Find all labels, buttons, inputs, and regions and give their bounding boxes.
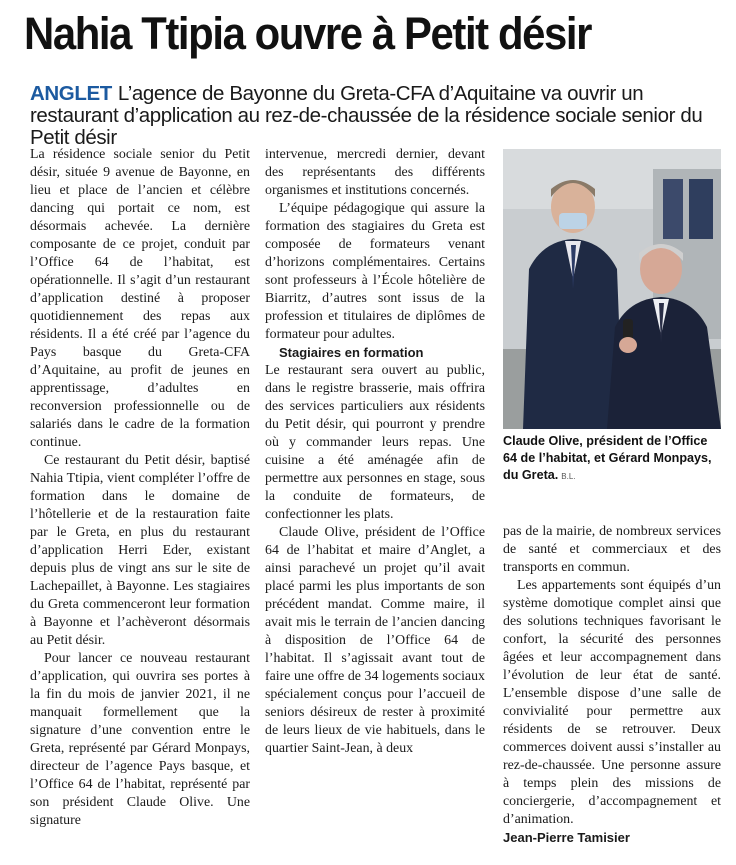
paragraph: pas de la mairie, de nombreux services de santé et commerciaux et des transports en commun. [503,524,721,575]
subheading: Stagiaires en formation [279,345,424,360]
paragraph: Les appartements sont équipés d’un système domotique complet ainsi que des solutions techniques favorisant le confort, la sécurité des personnes âgées et leur accompagnement dans l’évolution de leur état de santé. L’ensemble dispose d’une salle de convivialité pour permettre aux résidents de se retrouver. Deux commerces doivent aussi s’installer au rez-de-chaussée. Une personne assure à temps plein des missions de conciergerie, d’accompagnement et d’animation. [503,578,721,827]
column-3 [503,523,721,847]
paragraph: La résidence sociale senior du Petit désir, située 9 avenue de Bayonne, en lieu et place de l’ancien et célèbre dancing qui portait ce nom, est désormais achevée. La dernière composante de ce projet, conduit par l’Office 64 de l’habitat, est opérationnelle. Il s’agit d’un restaurant d’application destiné à proposer quotidiennement des repas aux résidents. Il a été créé par l’agence du Pays basque du Greta-CFA d’Aquitaine, au profit de jeunes en apprentissage, d’adultes en reconversion professionnelle ou de salariés dans le cadre de la formation continue. [30,147,250,450]
place-label: ANGLET [30,82,112,105]
paragraph: Ce restaurant du Petit désir, baptisé Nahia Ttipia, vient compléter l’offre de formation dans le domaine de l’hôtellerie et de la restauration faite par le Greta, en plus du restaurant d’application Herri Eder, existant depuis plus de vingt ans sur le site de Lachepaillet, à Bayonne. Les stagiaires du Greta commenceront leur formation à Bayonne et l’achèveront désormais au Petit désir. [30,453,250,648]
column-2 [265,146,485,758]
column-1 [30,146,250,830]
paragraph: intervenue, mercredi dernier, devant des représentants des différents organismes et institutions concernés. [265,147,485,198]
photo-illustration [503,149,721,429]
author-signature: Jean-Pierre Tamisier [503,830,630,845]
headline: Nahia Ttipia ouvre à Petit désir [24,8,592,59]
paragraph: Pour lancer ce nouveau restaurant d’application, qui ouvrira ses portes à la fin du mois de janvier 2021, il ne manquait formellement que la signature d’une convention entre le Greta, représenté par Gérard Monpays, directeur de l’agence Pays basque, et l’Office 64 de l’habitat, représenté par son président Claude Olive. Une signature [30,651,250,828]
caption-text: Claude Olive, président de l’Office 64 de l’habitat, et Gérard Monpays, du Greta. [503,434,712,482]
paragraph: Le restaurant sera ouvert au public, dans le registre brasserie, mais offrira des services particuliers aux résidents du Petit désir, qui pourront y prendre où y commander leurs repas. Une cuisine a été aménagée afin de permettre aux personnes en stage, sous la conduite de formateurs, de confectionner les plats. [265,363,485,522]
photo-caption [503,433,721,485]
paragraph: Claude Olive, président de l’Office 64 de l’habitat et maire d’Anglet, a ainsi parachevé un projet qu’il avait placé parmi les plus importants de son précédent mandat. Comme maire, il avait mis le terrain de l’ancien dancing à disposition de l’Office 64 de l’habitat. Il s’agissait avant tout de faire une offre de 34 logements sociaux spécialement conçus pour l’accueil de seniors désireux de rester à proximité de leurs lieux de vie habituels, dans le quartier Saint-Jean, à deux [265,525,485,756]
paragraph: L’équipe pédagogique qui assure la formation des stagiaires du Greta est composée de formateurs venant d’horizons complémentaires. Certains sont professeurs à l’École hôtelière de Biarritz, d’autres sont issus de la profession et titulaires de diplômes de formateur pour adultes. [265,201,485,342]
photo-credit: B.L. [561,472,576,481]
article-photo [503,149,721,429]
standfirst [30,83,730,149]
standfirst-text: L’agence de Bayonne du Greta-CFA d’Aquitaine va ouvrir un restaurant d’application au rez-de-chaussée de la résidence sociale senior du Petit désir [30,82,703,149]
